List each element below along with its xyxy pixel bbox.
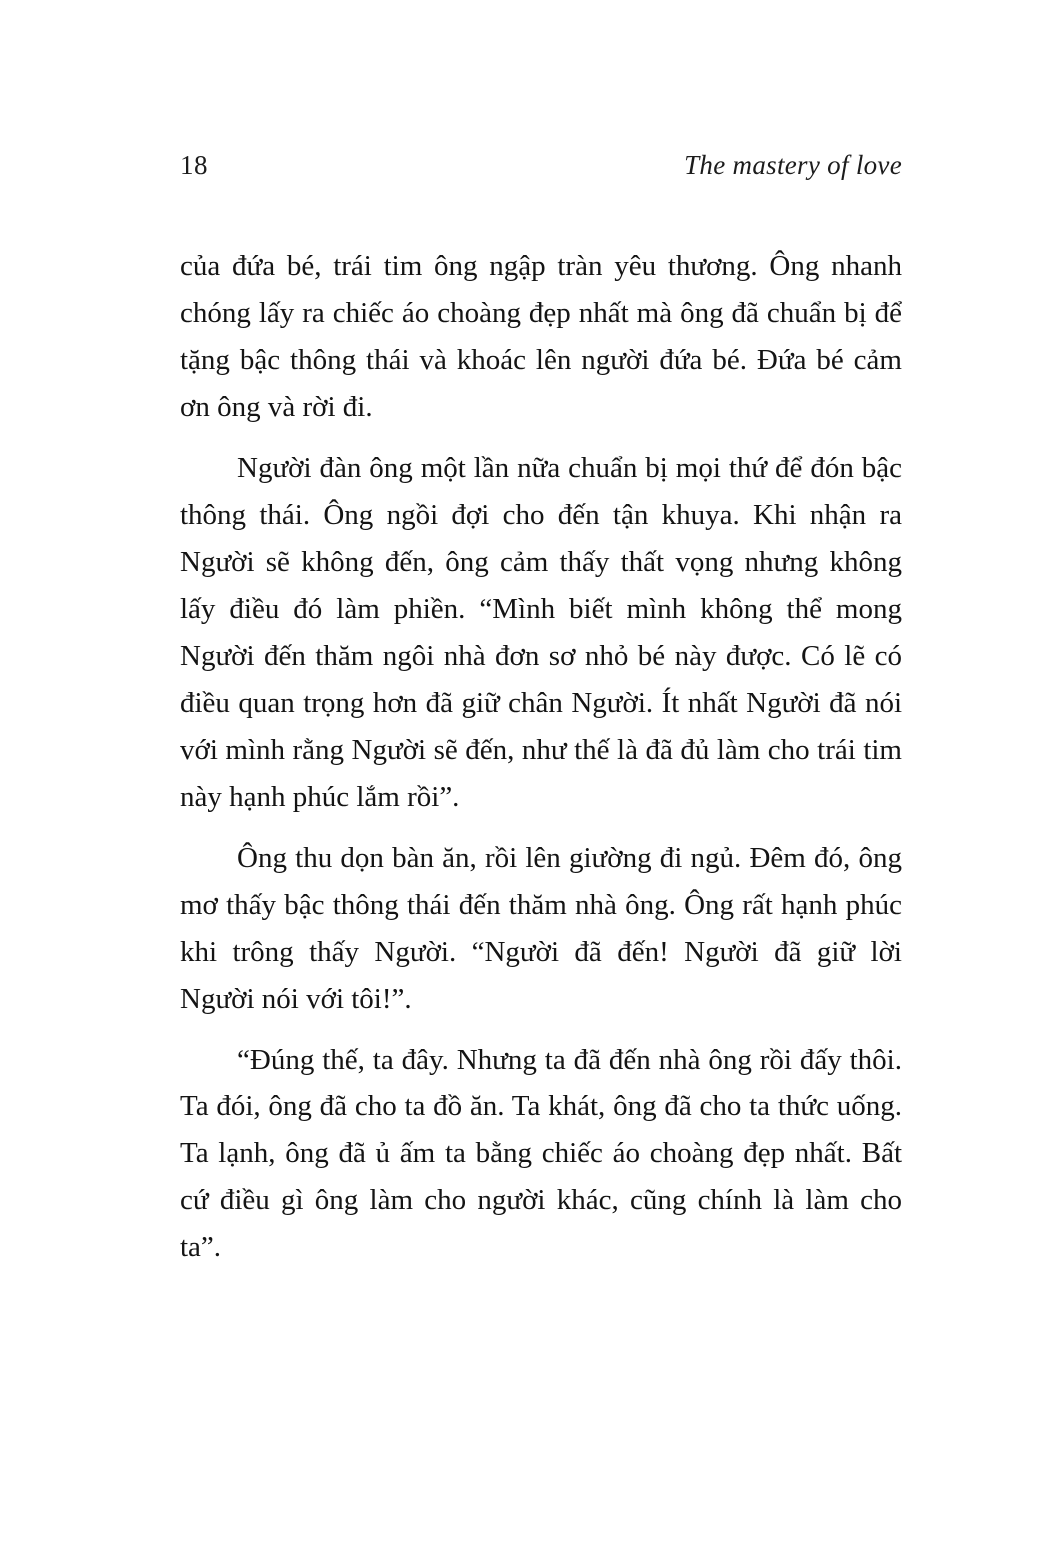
paragraph: của đứa bé, trái tim ông ngập tràn yêu thương. Ông nhanh chóng lấy ra chiếc áo choàng đẹp nhất mà ông đã chuẩn bị để tặng bậc thông thái và khoác lên người đứa bé. Đứa bé cảm ơn ông và rời đi.: [180, 250, 902, 423]
running-header: [180, 150, 902, 181]
paragraph: Ông thu dọn bàn ăn, rồi lên giường đi ngủ. Đêm đó, ông mơ thấy bậc thông thái đến thăm nhà ông. Ông rất hạnh phúc khi trông thấy Người. “Người đã đến! Người đã giữ lời Người nói với tôi!”.: [180, 841, 902, 1015]
paragraph: Người đàn ông một lần nữa chuẩn bị mọi thứ để đón bậc thông thái. Ông ngồi đợi cho đến tận khuya. Khi nhận ra Người sẽ không đến, ông cảm thấy thất vọng nhưng không lấy điều đó làm phiền. “Mình biết mình không thể mong Người đến thăm ngôi nhà đơn sơ nhỏ bé này được. Có lẽ có điều quan trọng hơn đã giữ chân Người. Ít nhất Người đã nói với mình rằng Người sẽ đến, như thế là đã đủ làm cho trái tim này hạnh phúc lắm rồi”.: [180, 451, 902, 813]
page-number: 18: [180, 150, 208, 180]
body-text: [180, 243, 902, 1285]
paragraph: “Đúng thế, ta đây. Nhưng ta đã đến nhà ông rồi đấy thôi. Ta đói, ông đã cho ta đồ ăn. Ta khát, ông đã cho ta thức uống. Ta lạnh, ông đã ủ ấm ta bằng chiếc áo choàng đẹp nhất. Bất cứ điều gì ông làm cho người khác, cũng chính là làm cho ta”.: [180, 1043, 902, 1264]
running-title: The mastery of love: [684, 150, 902, 180]
